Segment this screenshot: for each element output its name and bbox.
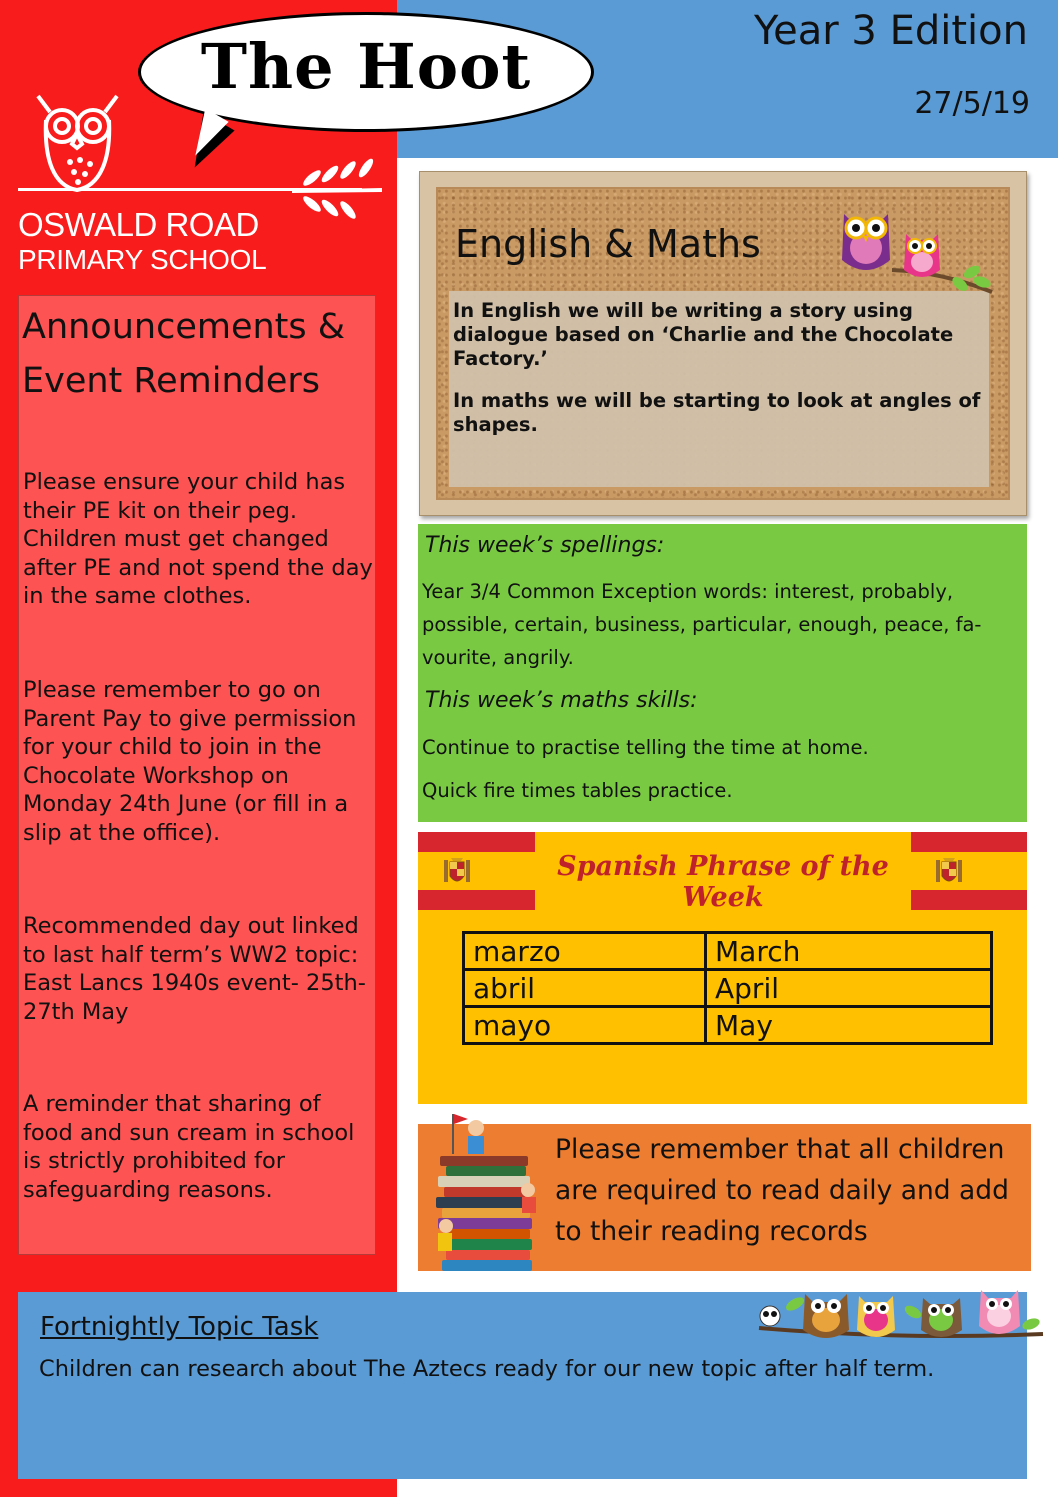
spanish-title: Spanish Phrase of the Week — [557, 851, 889, 913]
school-name-line2: PRIMARY SCHOOL — [18, 244, 267, 275]
topic-task-text: Children can research about The Aztecs ready for our new topic after half term. — [39, 1356, 935, 1382]
school-name-line1: OSWALD ROAD — [18, 206, 259, 243]
edition-label: Year 3 Edition — [754, 8, 1028, 54]
english-word: March — [706, 933, 992, 970]
announcement-item: Please ensure your child has their PE kit on their peg. Children must get changed after PE and not spend the day in the same clothes. — [23, 469, 373, 610]
issue-date: 27/5/19 — [914, 86, 1030, 121]
english-text: In English we will be writing a story using dialogue based on ‘Charlie and the Chocolate Factory.’ — [453, 299, 954, 370]
spellings-heading: This week’s spellings: — [425, 533, 665, 558]
spanish-crest-icon — [442, 856, 472, 888]
stack-of-books-icon — [430, 1110, 550, 1278]
spanish-word: marzo — [464, 933, 706, 970]
topic-task-title: Fortnightly Topic Task — [40, 1312, 319, 1342]
spellings-text: Year 3/4 Common Exception words: interest, probably, possible, certain, business, particular, enough, peace, fa-vourite, angrily. — [422, 580, 982, 669]
spanish-word: mayo — [464, 1007, 706, 1044]
maths-text: In maths we will be starting to look at angles of shapes. — [453, 389, 981, 436]
announcement-item: A reminder that sharing of food and sun cream in school is strictly prohibited for safeguarding reasons. — [23, 1091, 355, 1203]
maths-skills-heading: This week’s maths skills: — [425, 688, 698, 713]
spanish-word: abril — [464, 970, 706, 1007]
owls-on-branch-icon — [755, 1284, 1047, 1354]
spanish-crest-icon — [934, 856, 964, 888]
announcement-item: Recommended day out linked to last half term’s WW2 topic: East Lancs 1940s event- 25th-27th May — [23, 913, 366, 1025]
maths-skill-item: Continue to practise telling the time at home. — [422, 736, 869, 759]
spanish-vocab-table — [462, 931, 993, 1045]
english-word: May — [706, 1007, 992, 1044]
leaf-branch-icon — [290, 158, 385, 220]
english-word: April — [706, 970, 992, 1007]
owls-on-branch-icon — [832, 200, 1000, 298]
table-row — [464, 970, 992, 1007]
announcement-item: Please remember to go on Parent Pay to give permission for your child to join in the Chocolate Workshop on Monday 24th June (or fill in a slip at the office). — [23, 677, 357, 846]
announcements-title: Announcements & Event Reminders — [22, 307, 346, 401]
school-owl-logo-icon — [30, 90, 125, 198]
table-row — [464, 1007, 992, 1044]
reading-reminder: Please remember that all children are required to read daily and add to their reading records — [555, 1134, 1009, 1247]
newsletter-title: The Hoot — [200, 30, 532, 103]
maths-skill-item: Quick fire times tables practice. — [422, 779, 733, 802]
table-row — [464, 933, 992, 970]
english-maths-title: English & Maths — [455, 222, 761, 266]
